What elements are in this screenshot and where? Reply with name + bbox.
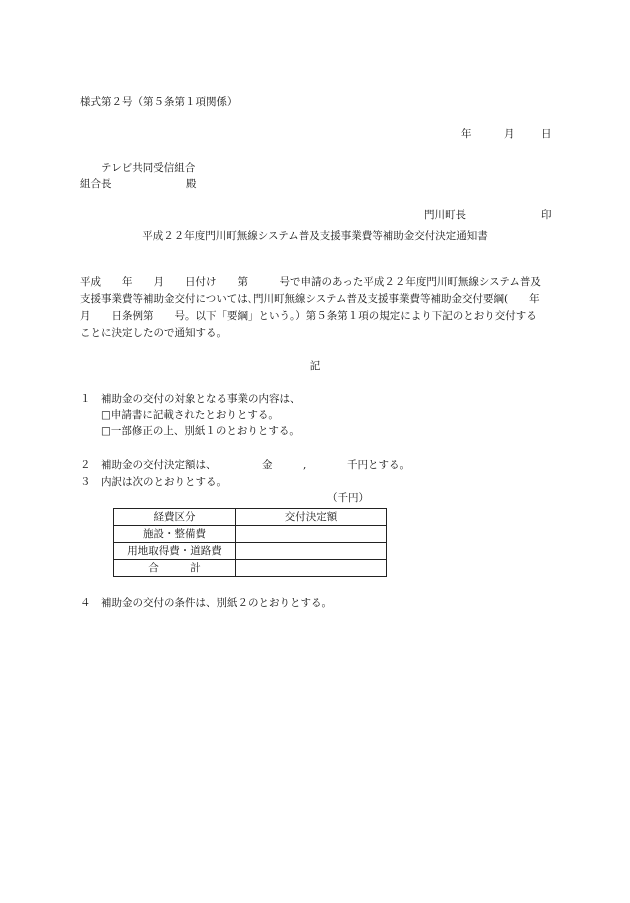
date-year: 年 [461, 128, 472, 140]
intro-line-2: 支援事業費等補助金交付については､門川町無線システム普及支援事業費等補助金交付要綱( 年 [80, 293, 540, 305]
header-category: 経費区分 [114, 509, 236, 526]
row-amount [236, 526, 387, 543]
item-2-kin: 金 [262, 459, 273, 471]
item-3-number: ３ [80, 476, 91, 488]
row-amount [236, 543, 387, 560]
item-2-thousand-yen: 千円とする。 [347, 459, 410, 471]
intro-line-3: 月 日条例第 号。以下「要綱」という。）第５条第１項の規定により下記のとおり交付する [80, 310, 537, 322]
row-category: 施設・整備費 [114, 526, 236, 543]
ki-heading: 記 [309, 360, 321, 372]
issuer-seal: 印 [541, 209, 552, 221]
form-label: 様式第２号（第５条第１項関係） [80, 96, 238, 108]
table-unit: （千円） [327, 492, 369, 504]
table-row [114, 543, 387, 560]
header-amount: 交付決定額 [236, 509, 387, 526]
item-4-number: ４ [80, 597, 91, 609]
item-1-option-2: □一部修正の上、別紙１のとおりとする。 [101, 425, 300, 437]
item-2-text: 補助金の交付決定額は、 [101, 459, 217, 471]
table-header-row [114, 509, 387, 526]
item-4-text: 補助金の交付の条件は、別紙２のとおりとする。 [101, 597, 332, 609]
row-category: 合 計 [114, 560, 236, 577]
intro-line-1: 平成 年 月 日付け 第 号で申請のあった平成２２年度門川町無線システム普及 [80, 276, 541, 288]
date-month: 月 [504, 128, 515, 140]
intro-line-4: ことに決定したので通知する。 [80, 327, 227, 339]
item-2-comma: , [303, 459, 307, 471]
addressee-org: テレビ共同受信組合 [101, 162, 196, 174]
table-row [114, 560, 387, 577]
intro-paragraph [80, 274, 555, 342]
addressee-honorific: 殿 [186, 178, 197, 190]
item-1-number: １ [80, 393, 91, 405]
addressee-title: 組合長 [80, 178, 112, 190]
issuer-name: 門川町長 [424, 209, 466, 221]
item-3-text: 内訳は次のとおりとする。 [101, 476, 227, 488]
row-amount [236, 560, 387, 577]
document-title: 平成２２年度門川町無線システム普及支援事業費等補助金交付決定通知書 [142, 230, 488, 242]
table-row [114, 526, 387, 543]
date-day: 日 [541, 128, 552, 140]
item-1-option-1: □申請書に記載されたとおりとする。 [101, 409, 279, 421]
item-1-text: 補助金の交付の対象となる事業の内容は、 [101, 393, 301, 405]
item-2-number: ２ [80, 459, 91, 471]
budget-table [113, 508, 387, 577]
row-category: 用地取得費・道路費 [114, 543, 236, 560]
